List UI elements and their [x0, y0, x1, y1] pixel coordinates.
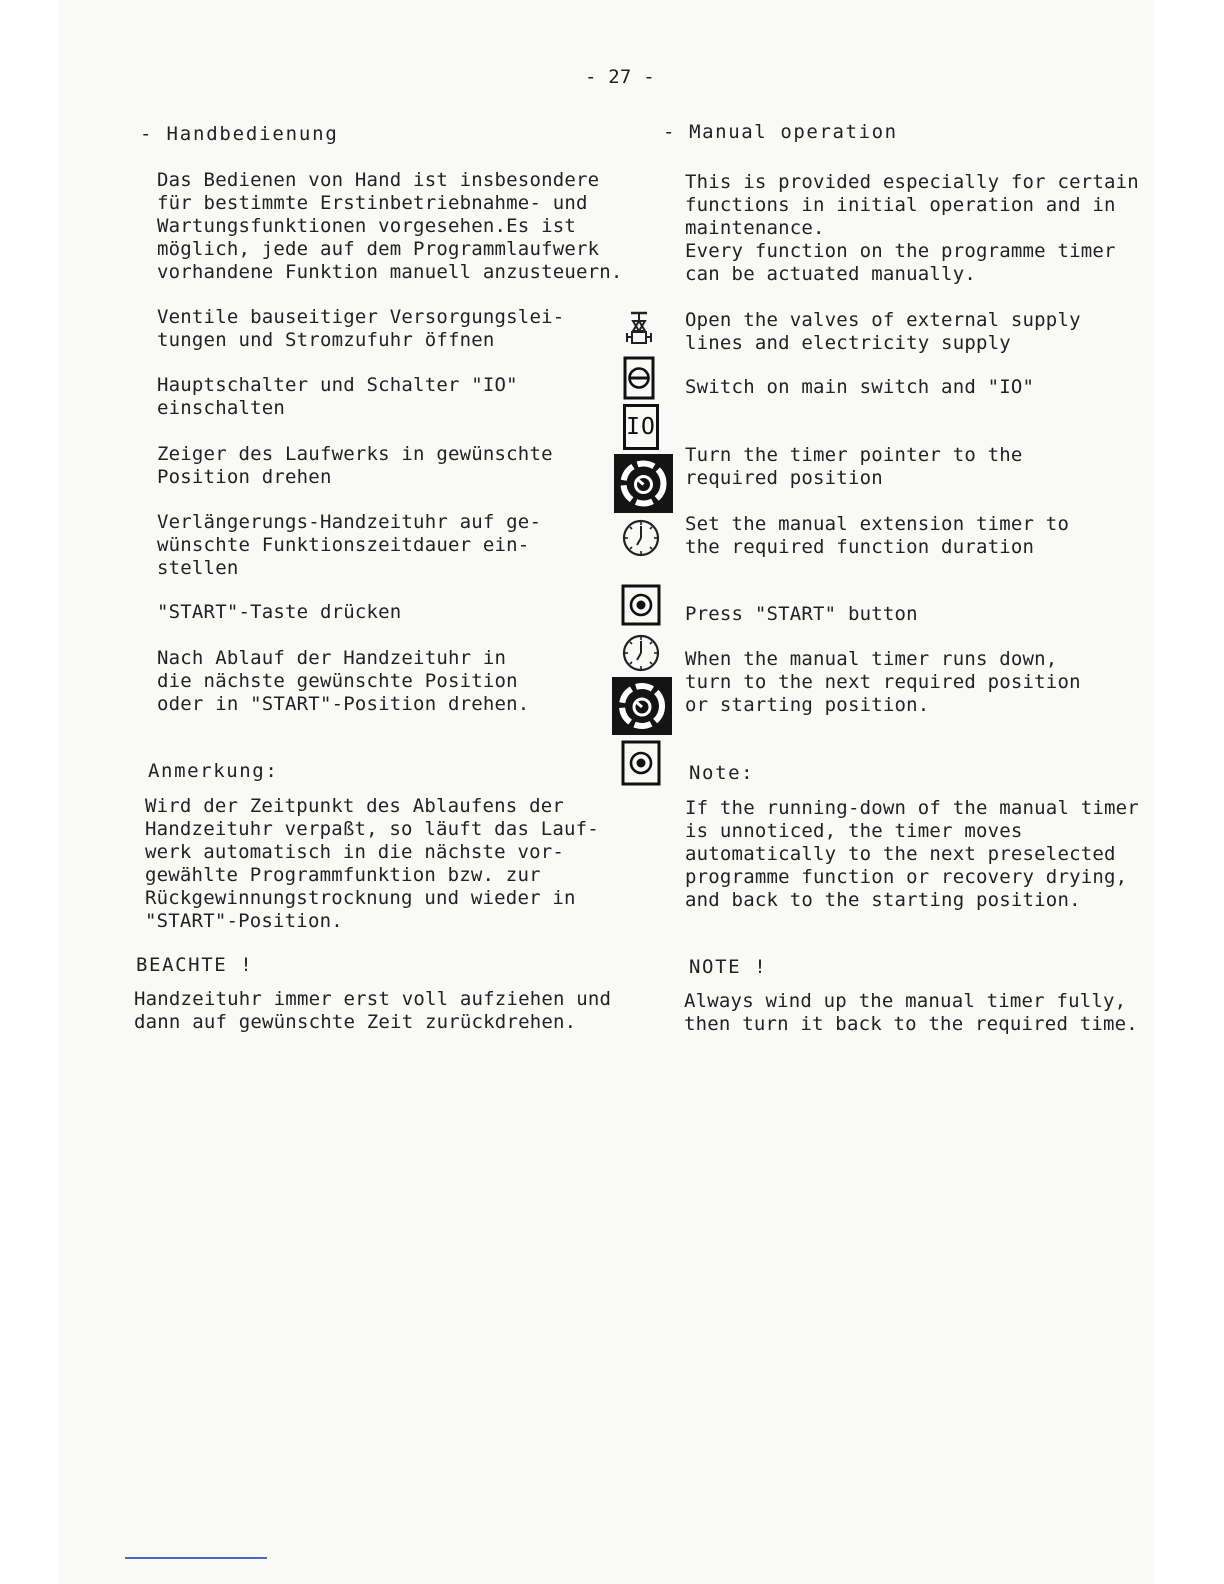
de-warning-title: BEACHTE ! [136, 954, 254, 976]
page-number: - 27 - [585, 66, 655, 88]
en-step-6: When the manual timer runs down, turn to the next required position or starting position. [685, 648, 1081, 716]
en-intro: This is provided especially for certain functions in initial operation and in maintenance. Every function on the programme timer can be actuated manually. [685, 171, 1139, 285]
start-button-icon [621, 740, 661, 786]
en-note-title: Note: [689, 762, 755, 784]
en-note-text: If the running-down of the manual timer is unnoticed, the timer moves automatically to the next preselected programme function or recovery drying, and back to the starting position. [685, 797, 1139, 911]
de-step-6: Nach Ablauf der Handzeituhr in die nächste gewünschte Position oder in "START"-Position drehen. [157, 647, 530, 715]
de-heading: - Handbedienung [140, 123, 339, 145]
en-step-4: Set the manual extension timer to the required function duration [685, 513, 1070, 558]
timer-dial-icon [612, 677, 672, 735]
de-step-5: "START"-Taste drücken [157, 601, 402, 623]
en-step-1: Open the valves of external supply lines and electricity supply [685, 309, 1081, 354]
de-warning-text: Handzeituhr immer erst voll aufziehen und dann auf gewünschte Zeit zurückdrehen. [134, 988, 612, 1033]
de-step-1: Ventile bauseitiger Versorgungslei- tungen und Stromzufuhr öffnen [157, 306, 565, 351]
en-step-2: Switch on main switch and "IO" [685, 376, 1035, 398]
de-step-2: Hauptschalter und Schalter "IO" einschalten [157, 374, 518, 419]
de-step-4: Verlängerungs-Handzeituhr auf ge- wünschte Funktionszeitdauer ein- stellen [157, 511, 542, 579]
en-step-5: Press "START" button [685, 603, 918, 625]
de-note-title: Anmerkung: [148, 760, 279, 782]
en-heading: - Manual operation [663, 121, 898, 143]
clock-icon [621, 518, 661, 558]
io-switch-icon [623, 404, 659, 450]
valve-icon [626, 311, 652, 347]
timer-dial-icon [614, 454, 673, 513]
clock-icon [621, 633, 661, 673]
en-step-3: Turn the timer pointer to the required position [685, 444, 1023, 489]
bottom-rule [125, 1557, 267, 1559]
en-warning-title: NOTE ! [689, 956, 768, 978]
de-intro: Das Bedienen von Hand ist insbesondere für bestimmte Erstinbetriebnahme- und Wartungsfunktionen vorgesehen.Es ist möglich, jede auf dem Programmlaufwerk vorhandene Funktion manuell anzusteuern. [157, 169, 623, 283]
de-step-3: Zeiger des Laufwerks in gewünschte Position drehen [157, 443, 553, 488]
main-switch-icon [623, 356, 655, 400]
de-note-text: Wird der Zeitpunkt des Ablaufens der Handzeituhr verpaßt, so läuft das Lauf- werk automatisch in die nächste vor- gewählte Programmfunktion bzw. zur Rückgewinnungstrocknung und wieder in "START"-Position. [145, 795, 599, 932]
start-button-icon [621, 584, 661, 626]
en-warning-text: Always wind up the manual timer fully, then turn it back to the required time. [684, 990, 1138, 1035]
io-switch-label: IO [626, 414, 656, 440]
